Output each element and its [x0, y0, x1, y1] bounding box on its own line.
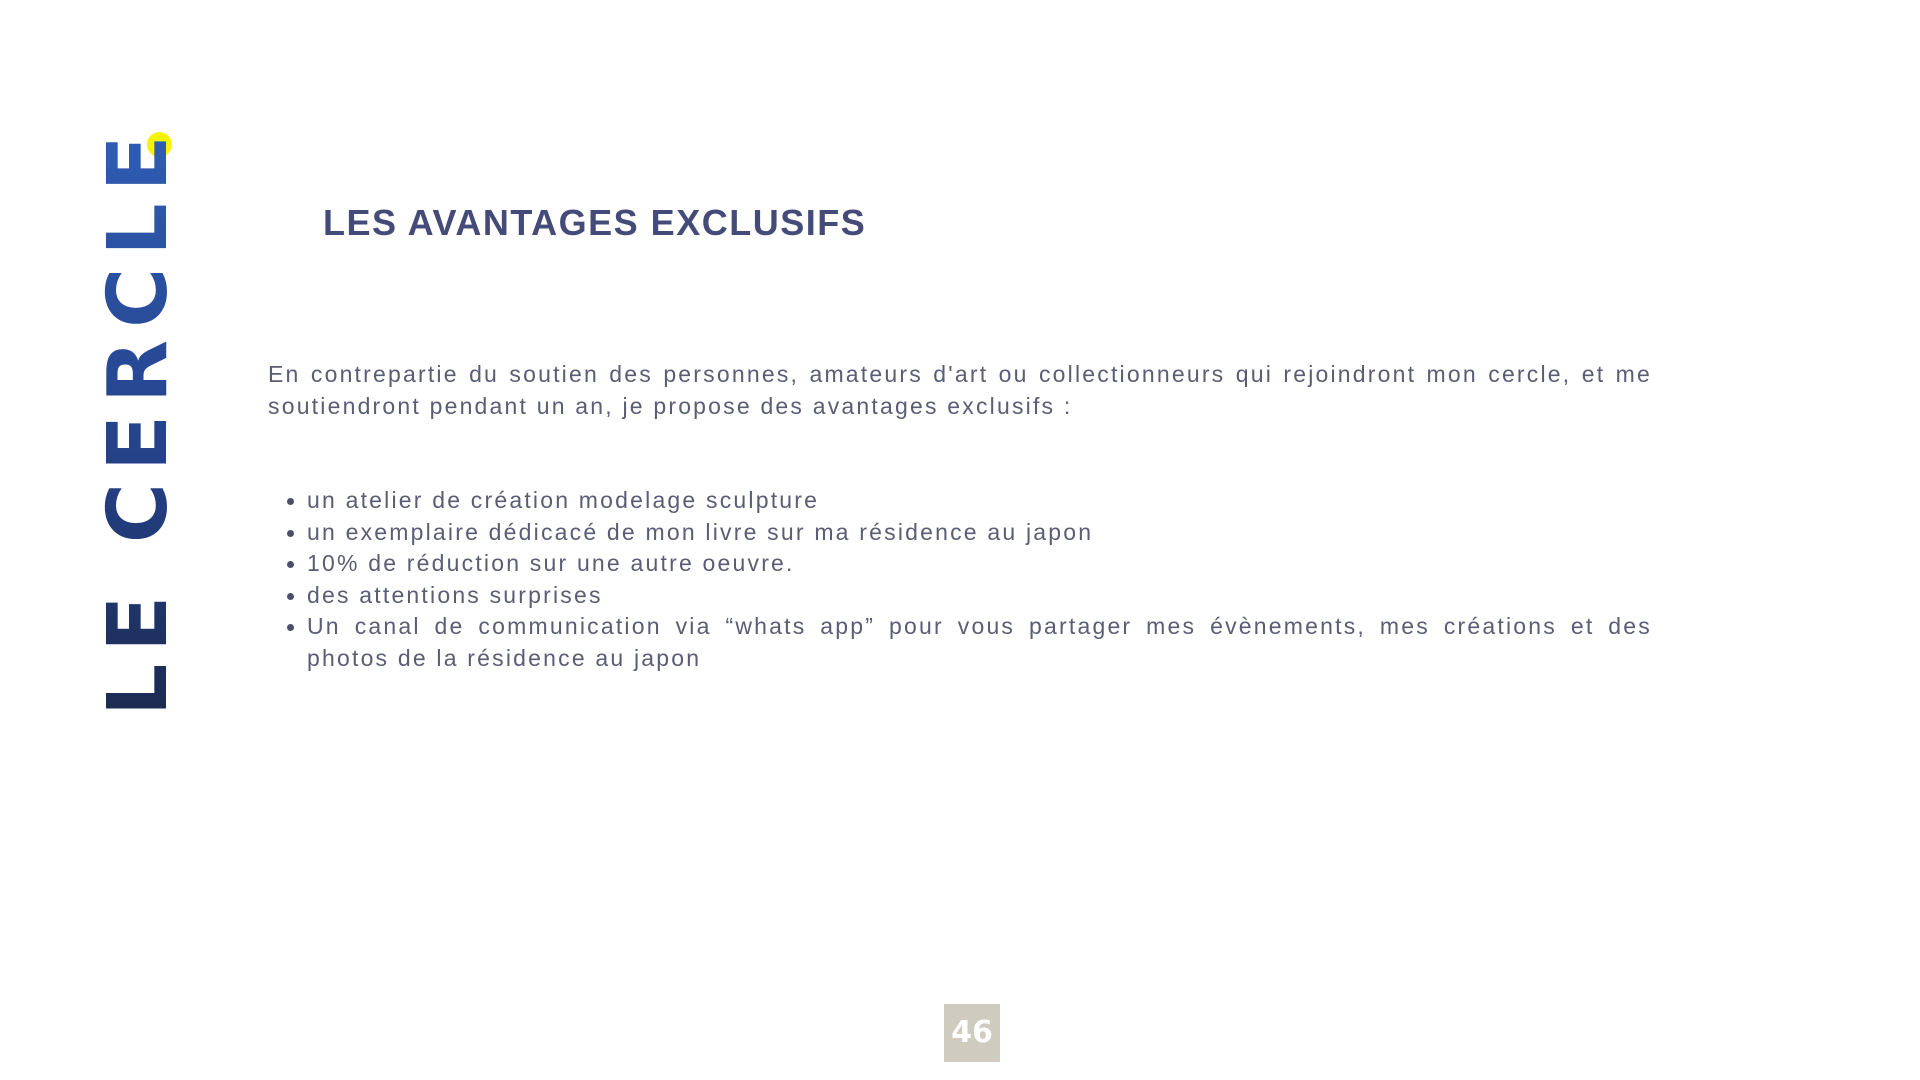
list-item	[268, 611, 1652, 674]
list-item-text: 10% de réduction sur une autre oeuvre.	[307, 550, 795, 576]
brand-title: LE CERCLE	[91, 123, 186, 716]
list-item	[268, 517, 1652, 549]
list-item	[268, 485, 1652, 517]
bullet-icon	[287, 561, 294, 568]
list-item-text: Un canal de communication via “whats app” pour vous partager mes évènements, mes créations et des photos de la résidence au japon	[307, 613, 1652, 671]
page-title: LES AVANTAGES EXCLUSIFS	[323, 202, 867, 243]
list-item-text: des attentions surprises	[307, 581, 603, 608]
bullet-icon	[287, 530, 294, 537]
bullet-icon	[287, 498, 294, 505]
page-number-badge: 46	[944, 1004, 1000, 1062]
list-item-text: un atelier de création modelage sculpture	[307, 487, 820, 513]
list-item	[268, 548, 1652, 580]
bullet-icon	[287, 624, 294, 631]
vertical-brand	[91, 123, 186, 716]
bullet-icon	[287, 593, 294, 600]
benefits-list	[268, 485, 1652, 674]
list-item-text: un exemplaire dédicacé de mon livre sur ma résidence au japon	[307, 518, 1094, 545]
list-item	[268, 580, 1652, 612]
intro-paragraph: En contrepartie du soutien des personnes, amateurs d'art ou collectionneurs qui rejoindront mon cercle, et me soutiendront pendant un an, je propose des avantages exclusifs :	[268, 361, 1652, 419]
